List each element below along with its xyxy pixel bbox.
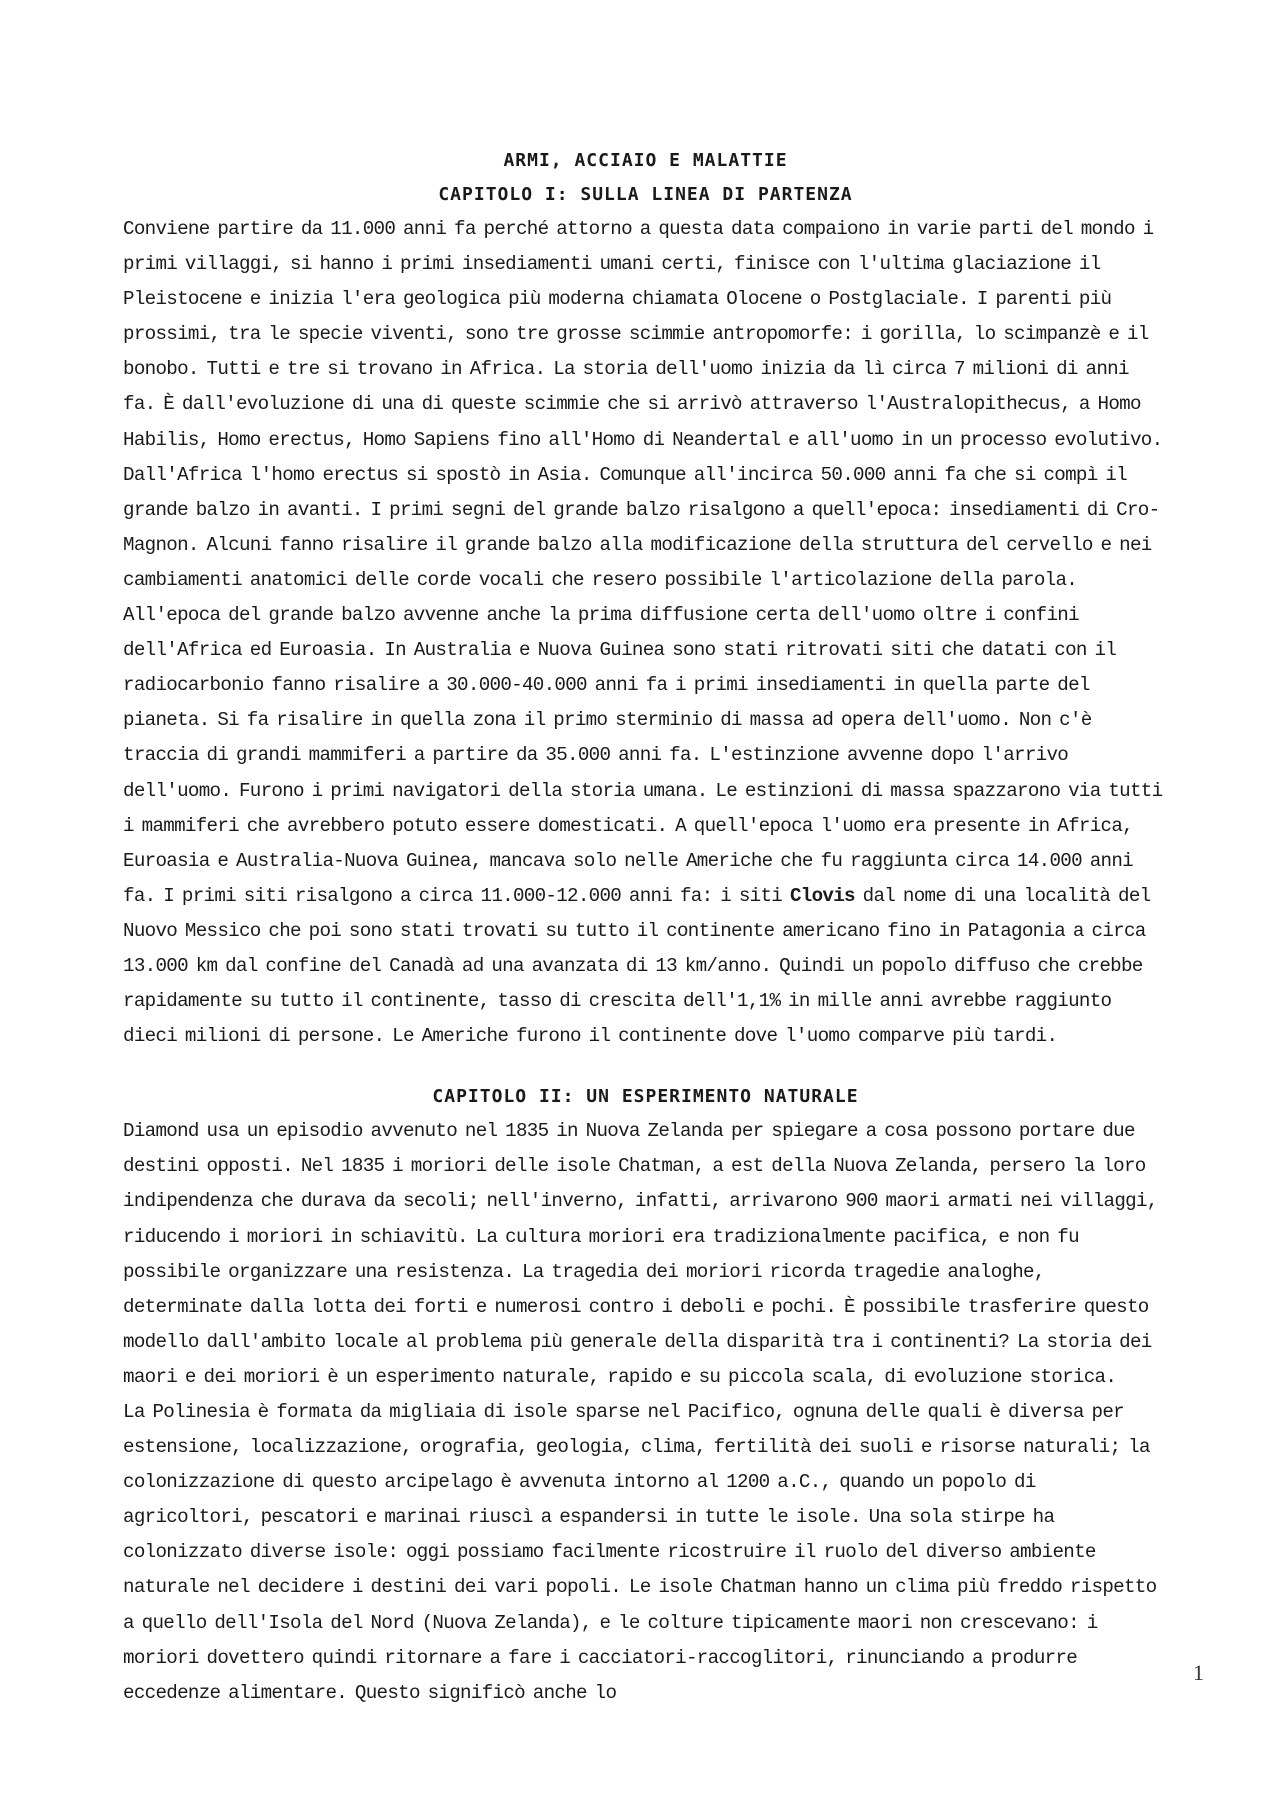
chapter-2-heading: CAPITOLO II: UN ESPERIMENTO NATURALE — [432, 1086, 859, 1108]
chapter-2-paragraph-2: La Polinesia è formata da migliaia di isole sparse nel Pacifico, ognuna delle quali è diversa per estensione, localizzazione, orografia, geologia, clima, fertilità dei suoli e risorse naturali; la colonizzazione di questo arcipelago è avvenuta intorno al 1200 a.C., quando un popolo di agricoltori, pescatori e marinai riuscì a espandersi in tutte le isole. Una sola stirpe ha colonizzato diverse isole: oggi possiamo facilmente ricostruire il ruolo del diverso ambiente naturale nel decidere i destini dei vari popoli. Le isole Chatman hanno un clima più freddo rispetto a quello dell'Isola del Nord (Nuova Zelanda), e le colture tipicamente maori non crescevano: i moriori dovettero quindi ritornare a fare i cacciatori-raccoglitori, rinunciando a produrre eccedenze alimentare. Questo significò anche lo — [123, 1401, 1157, 1704]
chapter-2-paragraph-1: Diamond usa un episodio avvenuto nel 1835 in Nuova Zelanda per spiegare a cosa possono portare due destini opposti. Nel 1835 i moriori delle isole Chatman, a est della Nuova Zelanda, persero la loro indipendenza che durava da secoli; nell'inverno, infatti, arrivarono 900 maori armati nei villaggi, riducendo i moriori in schiavitù. La cultura moriori era tradizionalmente pacifica, e non fu possibile organizzare una resistenza. La tragedia dei moriori ricorda tragedie analoghe, determinate dalla lotta dei forti e numerosi contro i deboli e pochi. È possibile trasferire questo modello dall'ambito locale al problema più generale della disparità tra i continenti? La storia dei maori e dei moriori è un esperimento naturale, rapido e su piccola scala, di evoluzione storica. — [123, 1120, 1158, 1388]
document-title: ARMI, ACCIAIO E MALATTIE — [503, 150, 788, 171]
paragraph-text: Conviene partire da 11.000 anni fa perché attorno a questa data compaiono in varie parti del mondo i primi villaggi, si hanno i primi insediamenti umani certi, finisce con l'ultima glaciazione il Pleistocene e inizia l'era geologica più moderna chiamata Olocene o Postglaciale. I parenti più prossimi, tra le specie viventi, sono tre grosse scimmie antropomorfe: i gorilla, lo scimpanzè e il bonobo. Tutti e tre si trovano in Africa. La storia dell'uomo inizia da lì circa 7 milioni di anni fa. È dall'evoluzione di una di queste scimmie che si arrivò attraverso l'Australopithecus, a Homo Habilis, Homo erectus, Homo Sapiens fino all'Homo di Neandertal e all'uomo in un processo evolutivo. Dall'Africa l'homo erectus si spostò in Asia. Comunque all'incirca 50.000 anni fa che si compì il grande balzo in avanti. I primi segni del grande balzo risalgono a quell'epoca: insediamenti di Cro-Magnon. Alcuni fanno risalire il grande balzo alla modificazione della struttura del cervello e nei cambiamenti anatomici delle corde vocali che resero possibile l'articolazione della parola. All'epoca del grande balzo avvenne anche la prima diffusione certa dell'uomo oltre i confini dell'Africa ed Euroasia. In Australia e Nuova Guinea sono stati ritrovati siti che datati con il radiocarbonio fanno risalire a 30.000-40.000 anni fa i primi insediamenti in quella parte del pianeta. Si fa risalire in quella zona il primo sterminio di massa ad opera dell'uomo. Non c'è traccia di grandi mammiferi a partire da 35.000 anni fa. L'estinzione avvenne dopo l'arrivo dell'uomo. Furono i primi navigatori della storia umana. Le estinzioni di massa spazzarono via tutti i mammiferi che avrebbero potuto essere domesticati. A quell'epoca l'uomo era presente in Africa, Euroasia e Australia-Nuova Guinea, mancava solo nelle Americhe che fu raggiunta circa 14.000 anni fa. I primi siti risalgono a circa 11.000-12.000 anni fa: i siti — [123, 218, 1163, 907]
page-number: 1 — [1193, 1660, 1204, 1685]
document-page — [123, 144, 1168, 1711]
chapter-1-paragraph-1 — [123, 212, 1168, 1054]
chapter-1-heading: CAPITOLO I: SULLA LINEA DI PARTENZA — [438, 184, 853, 205]
chapter-2 — [123, 1080, 1168, 1711]
paragraph-text: dal nome di una località del Nuovo Messico che poi sono stati trovati su tutto il continente americano fino in Patagonia a circa 13.000 km dal confine del Canadà ad una avanzata di 13 km/anno. Quindi un popolo diffuso che crebbe rapidamente su tutto il continente, tasso di crescita dell'1,1% in mille anni avrebbe raggiunto dieci milioni di persone. Le Americhe furono il continente dove l'uomo comparve più tardi. — [123, 884, 1151, 1048]
chapter-1 — [123, 178, 1168, 1054]
bold-term-clovis: Clovis — [789, 884, 855, 907]
